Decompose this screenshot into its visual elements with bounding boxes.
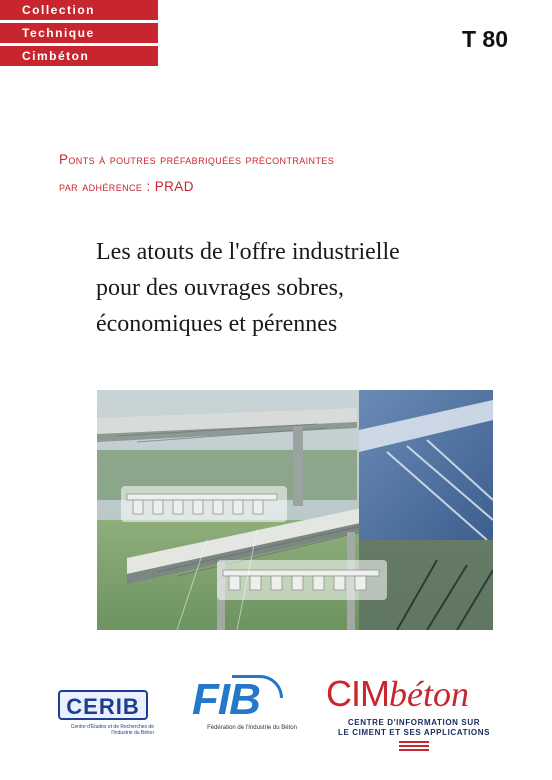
series-code: T 80 (461, 26, 508, 52)
cimbeton-mark-beton: béton (389, 674, 469, 714)
title-line-2: pour des ouvrages sobres, (96, 275, 344, 301)
cimbeton-logo-mark (326, 672, 502, 716)
cerib-logo (58, 690, 154, 746)
cimbeton-logo (326, 672, 502, 756)
cimbeton-caption-1: CENTRE D'INFORMATION SUR (347, 718, 481, 727)
subtitle-line-2: par adhérence : PRAD (59, 179, 194, 194)
collection-line-3: Cimbéton (0, 46, 158, 66)
collection-banner (0, 0, 158, 69)
document-title (96, 234, 526, 342)
bridge-photo-collage (97, 390, 493, 630)
title-line-1: Les atouts de l'offre industrielle (96, 239, 400, 265)
subtitle-line-1: Ponts à poutres préfabriquées précontraintes (59, 152, 335, 167)
subtitle (59, 146, 334, 200)
cimbeton-caption-2: LE CIMENT ET SES APPLICATIONS (337, 728, 491, 737)
cimbeton-stripes-icon (399, 741, 429, 751)
collection-line-2: Technique (0, 23, 158, 43)
fib-caption: Fédération de l'Industrie du Béton (207, 725, 297, 731)
cimbeton-mark-cim: CIM (326, 673, 389, 714)
fib-logo (192, 675, 312, 747)
collection-line-1: Collection (0, 0, 158, 20)
cerib-logo-mark: CERIB (58, 690, 148, 720)
title-line-3: économiques et pérennes (96, 311, 338, 337)
fib-logo-mark: FIB (192, 675, 260, 724)
cerib-caption: Centre d'Études et de Recherches de l'Industrie du Béton (70, 724, 154, 736)
bridge-collage-illustration (97, 390, 493, 630)
